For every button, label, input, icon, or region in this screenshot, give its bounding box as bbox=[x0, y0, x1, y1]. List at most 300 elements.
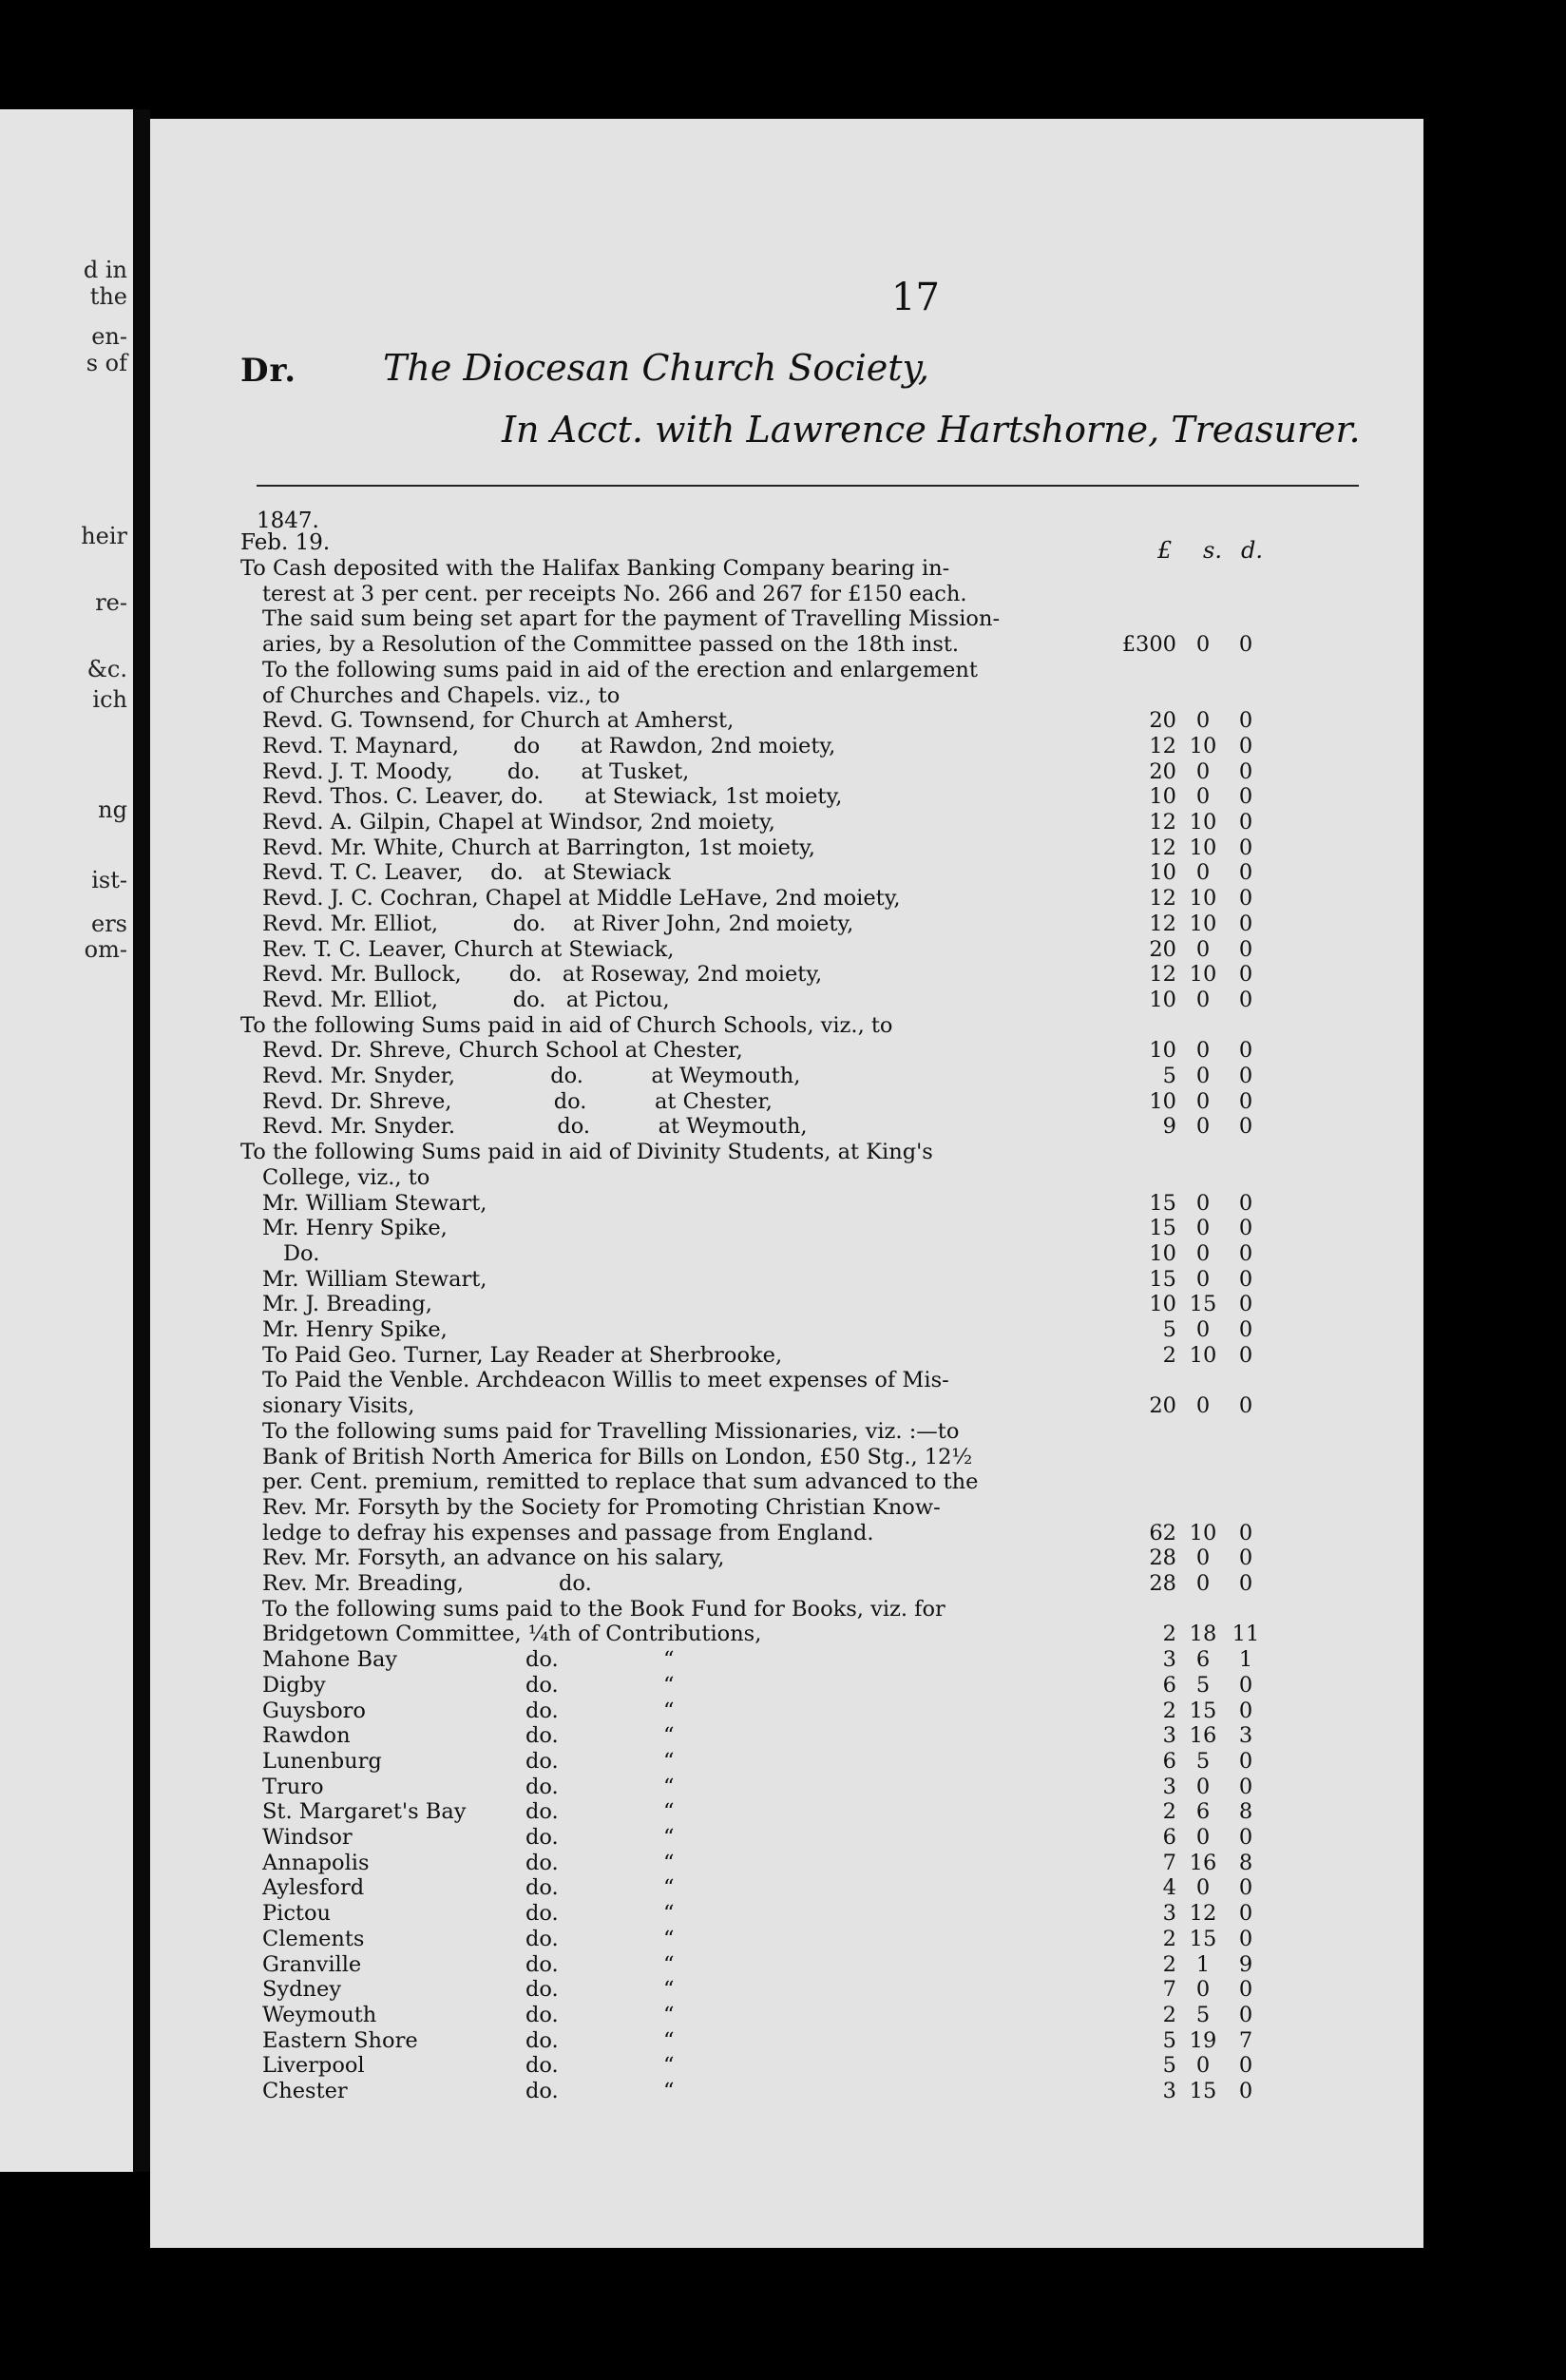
shillings-amount: 5 bbox=[1195, 1748, 1211, 1774]
left-page-fragment bbox=[0, 109, 133, 2172]
shillings-amount: 0 bbox=[1195, 987, 1211, 1012]
pence-amount: 0 bbox=[1238, 1292, 1253, 1317]
ledger-line-text: aries, by a Resolution of the Committee passed on the 18th inst. bbox=[262, 632, 960, 658]
pounds-amount: 10 bbox=[1149, 1292, 1176, 1317]
ledger-line-text: Mr. Henry Spike, bbox=[262, 1216, 448, 1241]
book-fund-do: do. bbox=[525, 2053, 559, 2079]
book-fund-place: Guysboro bbox=[262, 1698, 366, 1723]
shillings-amount: 0 bbox=[1195, 2053, 1211, 2079]
book-fund-row bbox=[150, 1825, 1423, 1850]
book-fund-do: do. bbox=[525, 2027, 559, 2053]
shillings-amount: 0 bbox=[1195, 1393, 1211, 1419]
left-page-text-fragment: the bbox=[89, 283, 127, 310]
pence-amount: 0 bbox=[1238, 1698, 1253, 1723]
shillings-amount: 10 bbox=[1189, 733, 1217, 758]
pounds-amount: 10 bbox=[1149, 860, 1176, 886]
pence-amount: 0 bbox=[1238, 1038, 1253, 1064]
ledger-line-text: terest at 3 per cent. per receipts No. 266 and 267 for £150 each. bbox=[262, 581, 967, 606]
pounds-amount: 12 bbox=[1149, 962, 1176, 988]
ledger-line-text: Revd. Dr. Shreve, do. at Chester, bbox=[262, 1088, 773, 1114]
book-fund-row bbox=[150, 1851, 1423, 1875]
ledger-line bbox=[150, 988, 1423, 1012]
book-fund-row bbox=[150, 1699, 1423, 1723]
book-fund-do: do. bbox=[525, 1698, 559, 1723]
book-fund-place: Eastern Shore bbox=[262, 2027, 418, 2053]
pence-amount: 0 bbox=[1238, 1875, 1253, 1901]
pence-amount: 0 bbox=[1238, 2053, 1253, 2079]
debit-label: Dr. bbox=[240, 352, 297, 390]
shillings-amount: 10 bbox=[1189, 1342, 1217, 1368]
book-fund-place: St. Margaret's Bay bbox=[262, 1799, 467, 1825]
shillings-amount: 0 bbox=[1195, 1240, 1211, 1266]
left-page-text-fragment: om- bbox=[84, 936, 127, 963]
ledger-line-text: Do. bbox=[283, 1240, 320, 1266]
ledger-line-text: Revd. Thos. C. Leaver, do. at Stewiack, 1st moiety, bbox=[262, 784, 843, 810]
pence-amount: 0 bbox=[1238, 1114, 1253, 1140]
ledger-line-text: Bridgetown Committee, ¼th of Contributions, bbox=[262, 1622, 762, 1647]
pounds-amount: 10 bbox=[1149, 1088, 1176, 1114]
book-fund-row bbox=[150, 2079, 1423, 2103]
book-fund-place: Rawdon bbox=[262, 1723, 351, 1749]
ledger-line-text: To Paid Geo. Turner, Lay Reader at Sherbrooke, bbox=[262, 1342, 783, 1368]
book-fund-row bbox=[150, 1799, 1423, 1824]
pence-header: d. bbox=[1241, 537, 1263, 564]
pence-amount: 0 bbox=[1238, 2002, 1253, 2027]
ledger-line-text: per. Cent. premium, remitted to replace that sum advanced to the bbox=[262, 1469, 979, 1495]
ledger-line-text: Revd. Mr. Bullock, do. at Roseway, 2nd moiety, bbox=[262, 962, 823, 988]
ledger-line-text: Revd. Mr. Snyder, do. at Weymouth, bbox=[262, 1064, 801, 1088]
pounds-amount: 2 bbox=[1162, 2002, 1176, 2027]
pounds-amount: 9 bbox=[1162, 1114, 1176, 1140]
pounds-amount: 15 bbox=[1149, 1266, 1176, 1292]
book-fund-row bbox=[150, 1977, 1423, 2002]
pence-amount: 0 bbox=[1238, 1825, 1253, 1850]
shillings-amount: 0 bbox=[1195, 708, 1211, 734]
book-fund-place: Pictou bbox=[262, 1901, 332, 1927]
shillings-amount: 0 bbox=[1195, 1545, 1211, 1571]
book-fund-place: Chester bbox=[262, 2079, 348, 2103]
pounds-amount: 2 bbox=[1162, 1698, 1176, 1723]
pence-amount: 0 bbox=[1238, 1748, 1253, 1774]
pounds-amount: 6 bbox=[1162, 1748, 1176, 1774]
shillings-amount: 16 bbox=[1189, 1723, 1217, 1749]
entry-year: 1847. bbox=[257, 509, 319, 533]
left-page-text-fragment: d in bbox=[83, 257, 127, 283]
pence-amount: 0 bbox=[1238, 1393, 1253, 1419]
book-fund-place: Lunenburg bbox=[262, 1748, 382, 1774]
ledger-line bbox=[150, 759, 1423, 784]
page-subtitle: In Acct. with Lawrence Hartshorne, Treasurer. bbox=[502, 409, 1361, 451]
pence-amount: 0 bbox=[1238, 2079, 1253, 2103]
ledger-line-text: Revd. T. C. Leaver, do. at Stewiack bbox=[262, 860, 671, 886]
book-fund-do: do. bbox=[525, 1850, 559, 1875]
ledger-line bbox=[150, 1114, 1423, 1139]
pence-amount: 0 bbox=[1238, 784, 1253, 810]
pence-amount: 11 bbox=[1232, 1622, 1260, 1647]
book-fund-row bbox=[150, 1901, 1423, 1926]
book-fund-do: do. bbox=[525, 1901, 559, 1927]
ledger-line-text: Rev. Mr. Forsyth by the Society for Promoting Christian Know- bbox=[262, 1494, 941, 1520]
pence-amount: 0 bbox=[1238, 810, 1253, 835]
ledger-line-text: ledge to defray his expenses and passage from England. bbox=[262, 1520, 874, 1545]
shillings-amount: 0 bbox=[1195, 758, 1211, 784]
book-fund-row bbox=[150, 1749, 1423, 1774]
ledger-line bbox=[150, 632, 1423, 657]
ledger-line-text: Revd. A. Gilpin, Chapel at Windsor, 2nd moiety, bbox=[262, 810, 775, 835]
ledger-line bbox=[150, 1368, 1423, 1392]
ditto-mark: “ bbox=[663, 2079, 675, 2103]
pence-amount: 9 bbox=[1238, 1951, 1253, 1977]
pounds-amount: 3 bbox=[1162, 1774, 1176, 1799]
pence-amount: 0 bbox=[1238, 1672, 1253, 1698]
pounds-amount: 15 bbox=[1149, 1216, 1176, 1241]
pounds-amount: 3 bbox=[1162, 1647, 1176, 1673]
shillings-amount: 0 bbox=[1195, 1317, 1211, 1342]
ledger-line bbox=[150, 1571, 1423, 1596]
pence-amount: 0 bbox=[1238, 987, 1253, 1012]
book-fund-row bbox=[150, 2003, 1423, 2027]
shillings-amount: 18 bbox=[1189, 1622, 1217, 1647]
ditto-mark: “ bbox=[663, 1672, 675, 1698]
pounds-amount: 20 bbox=[1149, 936, 1176, 962]
book-fund-do: do. bbox=[525, 1926, 559, 1951]
ledger-line bbox=[150, 1445, 1423, 1469]
left-page-text-fragment: re- bbox=[95, 589, 127, 616]
ledger-line bbox=[150, 784, 1423, 809]
pounds-header: £ bbox=[1157, 537, 1173, 564]
pence-amount: 0 bbox=[1238, 1774, 1253, 1799]
pounds-amount: 2 bbox=[1162, 1926, 1176, 1951]
ledger-line-text: Revd. Mr. Elliot, do. at River John, 2nd moiety, bbox=[262, 911, 854, 936]
shillings-amount: 0 bbox=[1195, 1216, 1211, 1241]
book-fund-row bbox=[150, 2053, 1423, 2078]
pence-amount: 7 bbox=[1238, 2027, 1253, 2053]
ledger-line bbox=[150, 962, 1423, 987]
ledger-line bbox=[150, 1038, 1423, 1063]
ledger-line bbox=[150, 937, 1423, 962]
ditto-mark: “ bbox=[663, 2027, 675, 2053]
ledger-line-text: Revd. J. C. Cochran, Chapel at Middle LeHave, 2nd moiety, bbox=[262, 886, 901, 912]
ledger-line-text: To the following Sums paid in aid of Church Schools, viz., to bbox=[240, 1012, 893, 1038]
book-fund-place: Truro bbox=[262, 1774, 324, 1799]
pounds-amount: £300 bbox=[1121, 632, 1176, 658]
pounds-amount: 12 bbox=[1149, 911, 1176, 936]
pounds-amount: 10 bbox=[1149, 1038, 1176, 1064]
ledger-line-text: of Churches and Chapels. viz., to bbox=[262, 682, 621, 708]
pence-amount: 0 bbox=[1238, 632, 1253, 658]
ditto-mark: “ bbox=[663, 1901, 675, 1927]
pence-amount: 0 bbox=[1238, 936, 1253, 962]
ledger-line bbox=[150, 912, 1423, 936]
left-page-text-fragment: en- bbox=[91, 323, 127, 350]
shillings-amount: 0 bbox=[1195, 1875, 1211, 1901]
pounds-amount: 5 bbox=[1162, 1064, 1176, 1088]
pounds-amount: 20 bbox=[1149, 758, 1176, 784]
ledger-line-text: Mr. William Stewart, bbox=[262, 1190, 487, 1216]
shillings-amount: 5 bbox=[1195, 2002, 1211, 2027]
shillings-amount: 12 bbox=[1189, 1901, 1217, 1927]
pence-amount: 0 bbox=[1238, 1901, 1253, 1927]
pence-amount: 0 bbox=[1238, 1266, 1253, 1292]
shillings-amount: 0 bbox=[1195, 860, 1211, 886]
book-fund-row bbox=[150, 1952, 1423, 1977]
shillings-amount: 10 bbox=[1189, 810, 1217, 835]
entry-date: Feb. 19. bbox=[240, 530, 331, 555]
ditto-mark: “ bbox=[663, 1748, 675, 1774]
page-gutter bbox=[133, 109, 150, 2172]
book-fund-place: Sydney bbox=[262, 1977, 342, 2003]
book-fund-do: do. bbox=[525, 1875, 559, 1901]
ledger-line-text: Bank of British North America for Bills on London, £50 Stg., 12½ bbox=[262, 1444, 973, 1469]
ledger-line bbox=[150, 734, 1423, 758]
shillings-amount: 10 bbox=[1189, 886, 1217, 912]
pence-amount: 0 bbox=[1238, 708, 1253, 734]
ditto-mark: “ bbox=[663, 1875, 675, 1901]
book-fund-do: do. bbox=[525, 1951, 559, 1977]
book-fund-place: Clements bbox=[262, 1926, 365, 1951]
book-fund-do: do. bbox=[525, 1774, 559, 1799]
left-page-text-fragment: &c. bbox=[86, 656, 127, 682]
pence-amount: 0 bbox=[1238, 1977, 1253, 2003]
shillings-amount: 10 bbox=[1189, 911, 1217, 936]
book-fund-place: Windsor bbox=[262, 1825, 353, 1850]
ledger-line-text: Revd. T. Maynard, do at Rawdon, 2nd moiety, bbox=[262, 733, 836, 758]
book-fund-do: do. bbox=[525, 1672, 559, 1698]
book-fund-row bbox=[150, 1673, 1423, 1698]
shillings-amount: 0 bbox=[1195, 1774, 1211, 1799]
shillings-amount: 0 bbox=[1195, 632, 1211, 658]
ledger-line bbox=[150, 1597, 1423, 1622]
ledger-line-text: Revd. Mr. Elliot, do. at Pictou, bbox=[262, 987, 670, 1012]
ditto-mark: “ bbox=[663, 1799, 675, 1825]
shillings-amount: 15 bbox=[1189, 1698, 1217, 1723]
ledger-line-text: Rev. Mr. Breading, do. bbox=[262, 1571, 592, 1596]
ledger-line bbox=[150, 708, 1423, 733]
shillings-amount: 10 bbox=[1189, 962, 1217, 988]
pounds-amount: 5 bbox=[1162, 2027, 1176, 2053]
pounds-amount: 6 bbox=[1162, 1825, 1176, 1850]
ledger-line bbox=[150, 886, 1423, 911]
pounds-amount: 5 bbox=[1162, 2053, 1176, 2079]
ditto-mark: “ bbox=[663, 2053, 675, 2079]
ledger-line-text: To Paid the Venble. Archdeacon Willis to meet expenses of Mis- bbox=[262, 1368, 949, 1393]
pounds-amount: 3 bbox=[1162, 2079, 1176, 2103]
pence-amount: 0 bbox=[1238, 860, 1253, 886]
pence-amount: 0 bbox=[1238, 1064, 1253, 1088]
ledger-line bbox=[150, 1292, 1423, 1316]
ledger-line bbox=[150, 1545, 1423, 1570]
ditto-mark: “ bbox=[663, 2002, 675, 2027]
book-fund-do: do. bbox=[525, 1825, 559, 1850]
left-page-text-fragment: ng bbox=[98, 797, 127, 823]
book-fund-do: do. bbox=[525, 2002, 559, 2027]
book-fund-place: Granville bbox=[262, 1951, 362, 1977]
ditto-mark: “ bbox=[663, 1951, 675, 1977]
pounds-amount: 10 bbox=[1149, 1240, 1176, 1266]
ledger-line bbox=[150, 556, 1423, 581]
ledger-line bbox=[150, 1343, 1423, 1368]
book-fund-do: do. bbox=[525, 2079, 559, 2103]
pence-amount: 0 bbox=[1238, 1190, 1253, 1216]
ledger-line-text: To the following Sums paid in aid of Divinity Students, at King's bbox=[240, 1140, 933, 1165]
pounds-amount: 2 bbox=[1162, 1799, 1176, 1825]
ledger-line bbox=[150, 835, 1423, 860]
book-fund-place: Digby bbox=[262, 1672, 326, 1698]
ledger-line bbox=[150, 1317, 1423, 1342]
ledger-line-text: Mr. William Stewart, bbox=[262, 1266, 487, 1292]
pence-amount: 1 bbox=[1238, 1647, 1253, 1673]
left-page-text-fragment: ers bbox=[91, 911, 127, 937]
pounds-amount: 12 bbox=[1149, 886, 1176, 912]
pence-amount: 0 bbox=[1238, 835, 1253, 860]
heading-rule bbox=[257, 485, 1359, 487]
left-page-text-fragment: s of bbox=[86, 350, 127, 376]
book-fund-place: Weymouth bbox=[262, 2002, 377, 2027]
pence-amount: 0 bbox=[1238, 1571, 1253, 1596]
ledger-line-text: Rev. T. C. Leaver, Church at Stewiack, bbox=[262, 936, 675, 962]
pounds-amount: 3 bbox=[1162, 1723, 1176, 1749]
shillings-amount: 15 bbox=[1189, 1926, 1217, 1951]
ledger-line bbox=[150, 1267, 1423, 1292]
ditto-mark: “ bbox=[663, 1647, 675, 1673]
ledger-line bbox=[150, 683, 1423, 708]
ledger-line-text: To Cash deposited with the Halifax Banking Company bearing in- bbox=[240, 556, 950, 581]
pence-amount: 0 bbox=[1238, 1088, 1253, 1114]
shillings-header: s. bbox=[1203, 537, 1222, 564]
book-fund-row bbox=[150, 1927, 1423, 1951]
pounds-amount: 5 bbox=[1162, 1317, 1176, 1342]
pounds-amount: 20 bbox=[1149, 708, 1176, 734]
shillings-amount: 0 bbox=[1195, 1571, 1211, 1596]
pence-amount: 0 bbox=[1238, 1342, 1253, 1368]
pounds-amount: 12 bbox=[1149, 810, 1176, 835]
pounds-amount: 10 bbox=[1149, 784, 1176, 810]
ledger-line-text: Rev. Mr. Forsyth, an advance on his salary, bbox=[262, 1545, 725, 1571]
book-fund-do: do. bbox=[525, 1799, 559, 1825]
shillings-amount: 15 bbox=[1189, 2079, 1217, 2103]
pounds-amount: 15 bbox=[1149, 1190, 1176, 1216]
ledger-line bbox=[150, 1241, 1423, 1266]
shillings-amount: 5 bbox=[1195, 1672, 1211, 1698]
pence-amount: 8 bbox=[1238, 1850, 1253, 1875]
page-number: 17 bbox=[891, 276, 940, 319]
shillings-amount: 6 bbox=[1195, 1799, 1211, 1825]
left-page-text-fragment: heir bbox=[81, 523, 127, 549]
shillings-amount: 0 bbox=[1195, 1190, 1211, 1216]
pence-amount: 8 bbox=[1238, 1799, 1253, 1825]
pence-amount: 0 bbox=[1238, 1520, 1253, 1545]
ledger-line-text: The said sum being set apart for the payment of Travelling Mission- bbox=[262, 606, 1001, 632]
ledger-line bbox=[150, 1419, 1423, 1444]
pence-amount: 0 bbox=[1238, 733, 1253, 758]
ledger-line bbox=[150, 1521, 1423, 1545]
ledger-line bbox=[150, 1140, 1423, 1164]
ledger-line bbox=[150, 1216, 1423, 1240]
ledger-line-text: College, viz., to bbox=[262, 1164, 430, 1190]
pence-amount: 0 bbox=[1238, 962, 1253, 988]
pounds-amount: 2 bbox=[1162, 1622, 1176, 1647]
pence-amount: 0 bbox=[1238, 758, 1253, 784]
ledger-line-text: To the following sums paid to the Book Fund for Books, viz. for bbox=[262, 1596, 945, 1622]
pence-amount: 0 bbox=[1238, 1926, 1253, 1951]
shillings-amount: 1 bbox=[1195, 1951, 1211, 1977]
pounds-amount: 28 bbox=[1149, 1571, 1176, 1596]
ledger-line-text: Mr. J. Breading, bbox=[262, 1292, 432, 1317]
ledger-page bbox=[150, 119, 1423, 2248]
ledger-line-text: Revd. Mr. White, Church at Barrington, 1st moiety, bbox=[262, 835, 815, 860]
pence-amount: 0 bbox=[1238, 911, 1253, 936]
ledger-line-text: Revd. Mr. Snyder. do. at Weymouth, bbox=[262, 1114, 808, 1140]
book-fund-place: Liverpool bbox=[262, 2053, 365, 2079]
shillings-amount: 0 bbox=[1195, 1114, 1211, 1140]
ledger-line bbox=[150, 1393, 1423, 1418]
book-fund-do: do. bbox=[525, 1723, 559, 1749]
book-fund-place: Annapolis bbox=[262, 1850, 370, 1875]
left-page-text-fragment: ich bbox=[92, 686, 127, 713]
shillings-amount: 10 bbox=[1189, 1520, 1217, 1545]
book-fund-row bbox=[150, 2028, 1423, 2053]
ledger-line-text: Revd. G. Townsend, for Church at Amherst, bbox=[262, 708, 735, 734]
pounds-amount: 7 bbox=[1162, 1977, 1176, 2003]
ledger-line bbox=[150, 1622, 1423, 1646]
shillings-amount: 6 bbox=[1195, 1647, 1211, 1673]
ledger-line bbox=[150, 860, 1423, 885]
pence-amount: 0 bbox=[1238, 1317, 1253, 1342]
shillings-amount: 16 bbox=[1189, 1850, 1217, 1875]
shillings-amount: 0 bbox=[1195, 1038, 1211, 1064]
ledger-line bbox=[150, 582, 1423, 606]
pounds-amount: 62 bbox=[1149, 1520, 1176, 1545]
book-fund-do: do. bbox=[525, 1647, 559, 1673]
shillings-amount: 0 bbox=[1195, 784, 1211, 810]
pounds-amount: 2 bbox=[1162, 1951, 1176, 1977]
book-fund-place: Mahone Bay bbox=[262, 1647, 398, 1673]
shillings-amount: 19 bbox=[1189, 2027, 1217, 2053]
ledger-line-text: Revd. J. T. Moody, do. at Tusket, bbox=[262, 758, 690, 784]
pounds-amount: 12 bbox=[1149, 733, 1176, 758]
pence-amount: 0 bbox=[1238, 886, 1253, 912]
ledger-line bbox=[150, 1064, 1423, 1088]
shillings-amount: 0 bbox=[1195, 1977, 1211, 2003]
shillings-amount: 10 bbox=[1189, 835, 1217, 860]
book-fund-do: do. bbox=[525, 1977, 559, 2003]
ledger-line bbox=[150, 810, 1423, 835]
shillings-amount: 0 bbox=[1195, 936, 1211, 962]
ledger-line bbox=[150, 1191, 1423, 1216]
ledger-line-text: To the following sums paid for Travelling Missionaries, viz. :—to bbox=[262, 1418, 960, 1444]
pounds-amount: 7 bbox=[1162, 1850, 1176, 1875]
pounds-amount: 10 bbox=[1149, 987, 1176, 1012]
ditto-mark: “ bbox=[663, 1825, 675, 1850]
book-fund-row bbox=[150, 1723, 1423, 1748]
pounds-amount: 4 bbox=[1162, 1875, 1176, 1901]
pounds-amount: 3 bbox=[1162, 1901, 1176, 1927]
book-fund-row bbox=[150, 1775, 1423, 1799]
ditto-mark: “ bbox=[663, 1723, 675, 1749]
shillings-amount: 15 bbox=[1189, 1292, 1217, 1317]
ledger-line bbox=[150, 658, 1423, 682]
book-fund-row bbox=[150, 1647, 1423, 1672]
pounds-amount: 2 bbox=[1162, 1342, 1176, 1368]
shillings-amount: 0 bbox=[1195, 1064, 1211, 1088]
pounds-amount: 28 bbox=[1149, 1545, 1176, 1571]
ledger-line-text: Mr. Henry Spike, bbox=[262, 1317, 448, 1342]
ditto-mark: “ bbox=[663, 1926, 675, 1951]
pence-amount: 0 bbox=[1238, 1545, 1253, 1571]
ledger-line bbox=[150, 1495, 1423, 1520]
book-fund-row bbox=[150, 1875, 1423, 1900]
shillings-amount: 0 bbox=[1195, 1088, 1211, 1114]
